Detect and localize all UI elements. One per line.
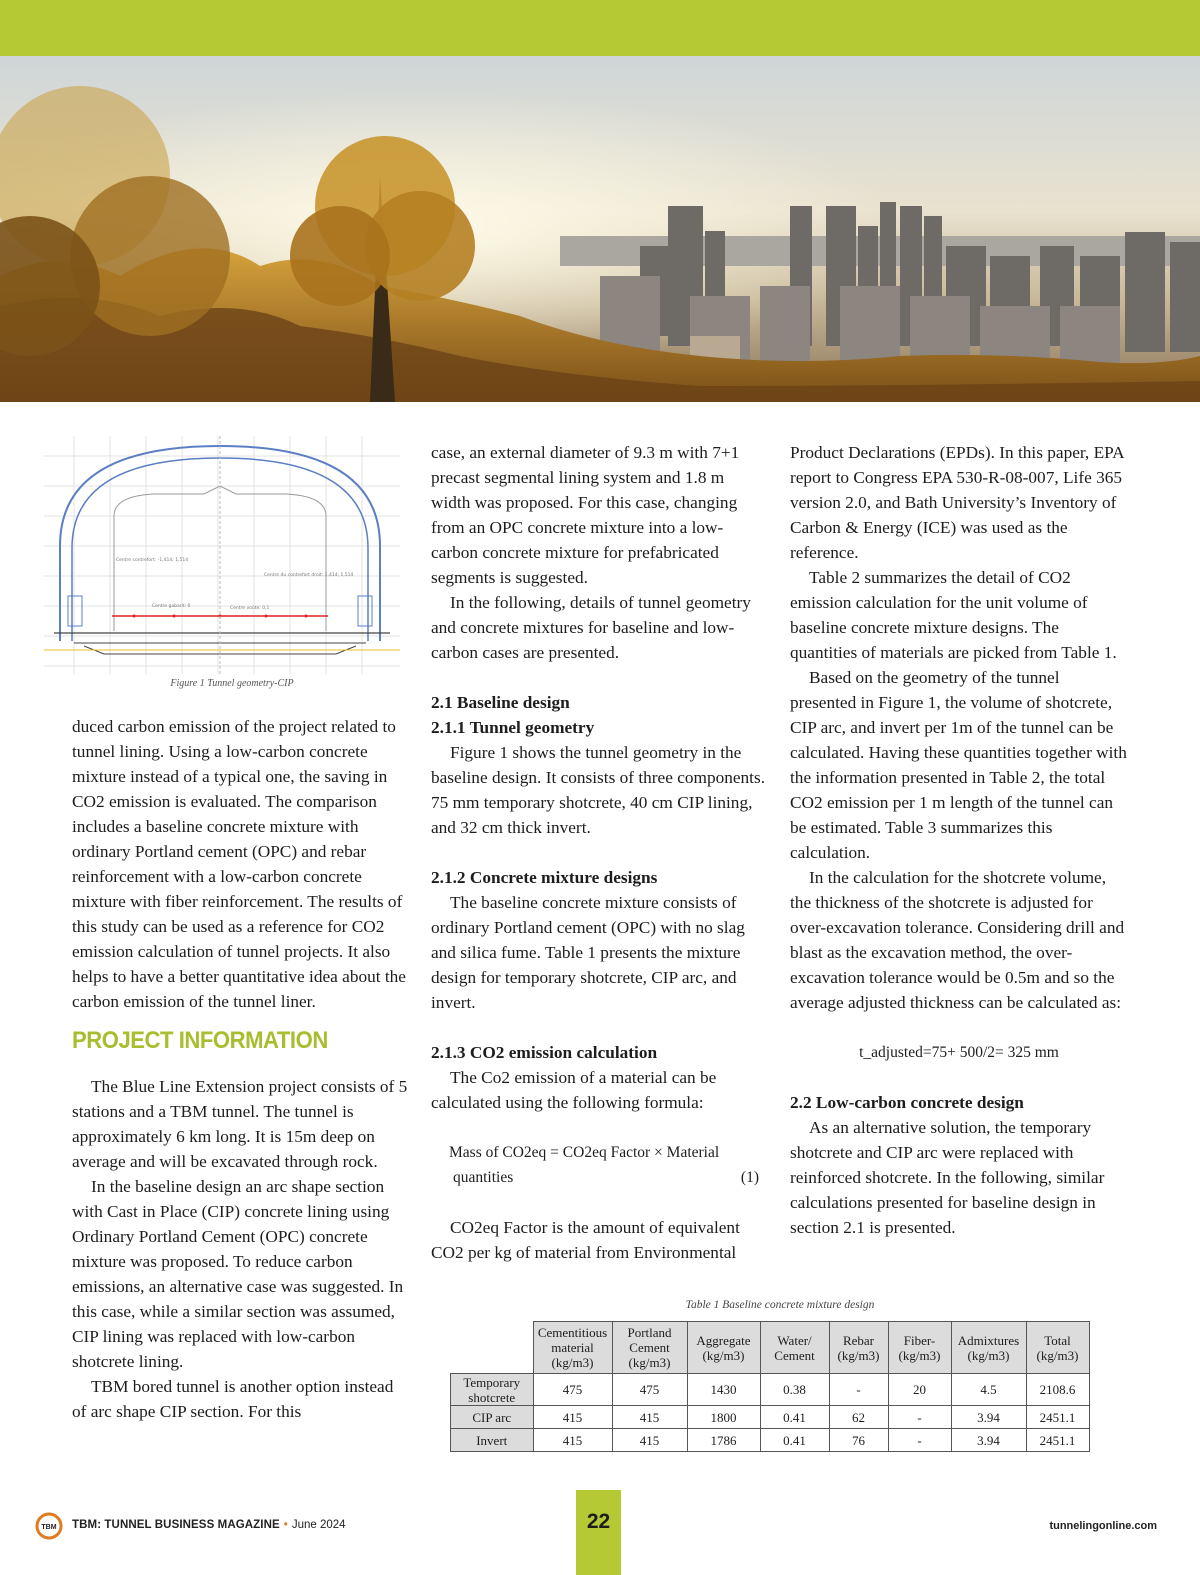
- tbm-logo: [35, 1512, 63, 1540]
- figure-tunnel-geometry: [44, 436, 400, 674]
- website-link[interactable]: tunnelingonline.com: [1049, 1520, 1157, 1532]
- table-cell: 4.5: [951, 1374, 1026, 1406]
- column-3: [790, 440, 1128, 1240]
- column-1: [72, 714, 412, 1424]
- label-centre-gabarit: Centre gabarit: 0: [152, 604, 191, 609]
- paragraph: Figure 1 shows the tunnel geometry in the baseline design. It consists of three components. 75 mm temporary shotcrete, 40 cm CIP lining, and 32 cm thick invert.: [431, 743, 766, 837]
- equation-number: (1): [740, 1169, 759, 1186]
- table-cell: 1800: [687, 1406, 760, 1429]
- paragraph: case, an external diameter of 9.3 m with 7+1 precast segmental lining system and 1.8 m width was proposed. For this case, changing from an OPC concrete mixture into a low-carbon concrete mixture for prefabricated segments is suggested.: [431, 443, 740, 587]
- column-header: Water/ Cement: [760, 1322, 829, 1374]
- column-header: Aggregate (kg/m3): [687, 1322, 760, 1374]
- table-cell: 0.41: [760, 1429, 829, 1452]
- table-cell: 415: [533, 1406, 612, 1429]
- table-cell: 1786: [687, 1429, 760, 1452]
- table-row: [451, 1374, 1090, 1406]
- tbm-logo-text: TBM: [41, 1524, 57, 1531]
- label-left-centre: Centre contrefort: -1,414; 1,514: [116, 558, 189, 563]
- table-cell: 20: [888, 1374, 951, 1406]
- column-header: Total (kg/m3): [1026, 1322, 1089, 1374]
- table-cell: 62: [829, 1406, 888, 1429]
- table-cell: 76: [829, 1429, 888, 1452]
- label-centre-voute: Centre voûte: 0,1: [230, 606, 270, 611]
- page-number-box: [576, 1490, 621, 1575]
- table-cell: 2108.6: [1026, 1374, 1089, 1406]
- column-header: Portland Cement (kg/m3): [612, 1322, 687, 1374]
- column-2: [431, 440, 767, 1265]
- column-header: Fiber- (kg/m3): [888, 1322, 951, 1374]
- table-baseline-mixture: [450, 1321, 1090, 1452]
- table-cell: 415: [533, 1429, 612, 1452]
- section-heading-project-information: PROJECT INFORMATION: [72, 1027, 328, 1054]
- table-cell: 0.41: [760, 1406, 829, 1429]
- paragraph: In the baseline design an arc shape section with Cast in Place (CIP) concrete lining using Ordinary Portland Cement (OPC) concrete mixture was proposed. To reduce carbon emissions, an alternative case was suggested. In this case, while a similar section was assumed, CIP lining was replaced with low-carbon shotcrete lining.: [72, 1177, 404, 1371]
- formula-line: quantities: [453, 1169, 514, 1186]
- table-cell: 475: [533, 1374, 612, 1406]
- paragraph: The baseline concrete mixture consists of ordinary Portland cement (OPC) with no slag and silica fume. Table 1 presents the mixture design for temporary shotcrete, CIP arc, and invert.: [431, 893, 745, 1012]
- table-cell: 475: [612, 1374, 687, 1406]
- column-header: Cementitious material (kg/m3): [533, 1322, 612, 1374]
- table-cell: 415: [612, 1429, 687, 1452]
- paragraph: duced carbon emission of the project related to tunnel lining. Using a low-carbon concrete mixture instead of a typical one, the saving in CO2 emission is evaluated. The comparison includes a baseline concrete mixture with ordinary Portland cement (OPC) and rebar reinforcement with a low-carbon concrete mixture with fiber reinforcement. The results of this study can be used as a reference for CO2 emission calculation of tunnel projects. It also helps to have a better quantitative idea about the carbon emission of the tunnel liner.: [72, 717, 406, 1011]
- paragraph: TBM bored tunnel is another option instead of arc shape CIP section. For this: [72, 1377, 394, 1421]
- table-row: [451, 1429, 1090, 1452]
- paragraph: Based on the geometry of the tunnel presented in Figure 1, the volume of shotcrete, CIP arc, and invert per 1m of the tunnel can be calculated. Having these quantities together with the information presented in Table 2, the total CO2 emission per 1 m length of the tunnel can be estimated. Table 3 summarizes this calculation.: [790, 668, 1127, 862]
- adjusted-thickness-equation: t_adjusted=75+ 500/2= 325 mm: [859, 1044, 1059, 1061]
- heading-concrete-mixture: 2.1.2 Concrete mixture designs: [431, 868, 658, 887]
- paragraph: In the following, details of tunnel geometry and concrete mixtures for baseline and low-carbon cases are presented.: [431, 593, 751, 662]
- table-cell: 1430: [687, 1374, 760, 1406]
- label-right-centre: Centre du contrefort droit: 1,414; 1,514: [264, 573, 354, 578]
- table-corner: [451, 1322, 534, 1374]
- paragraph: CO2eq Factor is the amount of equivalent CO2 per kg of material from Environmental: [431, 1218, 740, 1262]
- issue-date: June 2024: [291, 1519, 346, 1531]
- formula-line: Mass of CO2eq = CO2eq Factor × Material: [449, 1144, 720, 1161]
- paragraph: As an alternative solution, the temporary shotcrete and CIP arc were replaced with reinforced shotcrete. In the following, similar calculations presented for baseline design in section 2.1 is presented.: [790, 1118, 1105, 1237]
- table-cell: 2451.1: [1026, 1429, 1089, 1452]
- paragraph: Product Declarations (EPDs). In this paper, EPA report to Congress EPA 530-R-08-007, Life 365 version 2.0, and Bath University’s Inventory of Carbon & Energy (ICE) was used as the reference.: [790, 443, 1124, 562]
- formula-block: [431, 1140, 767, 1190]
- heading-baseline-design: 2.1 Baseline design: [431, 693, 570, 712]
- table-cell: 3.94: [951, 1429, 1026, 1452]
- table-cell: -: [829, 1374, 888, 1406]
- footer-magazine: TBM: TUNNEL BUSINESS MAGAZINE • June 2024: [72, 1519, 346, 1531]
- magazine-name: TBM: TUNNEL BUSINESS MAGAZINE: [72, 1519, 280, 1531]
- top-accent-bar: [0, 0, 1200, 56]
- column-header: Rebar (kg/m3): [829, 1322, 888, 1374]
- row-label: Invert: [451, 1429, 534, 1452]
- hero-photo-city-skyline: [0, 56, 1200, 402]
- heading-co2-calculation: 2.1.3 CO2 emission calculation: [431, 1043, 658, 1062]
- heading-low-carbon-design: 2.2 Low-carbon concrete design: [790, 1093, 1024, 1112]
- table-cell: 415: [612, 1406, 687, 1429]
- paragraph: Table 2 summarizes the detail of CO2 emission calculation for the unit volume of baseline concrete mixture designs. The quantities of materials are picked from Table 1.: [790, 568, 1117, 662]
- paragraph: The Blue Line Extension project consists of 5 stations and a TBM tunnel. The tunnel is approximately 6 km long. It is 15m deep on average and will be excavated through rock.: [72, 1077, 408, 1171]
- column-header: Admixtures (kg/m3): [951, 1322, 1026, 1374]
- table-cell: 2451.1: [1026, 1406, 1089, 1429]
- table-header-row: [451, 1322, 1090, 1374]
- heading-tunnel-geometry: 2.1.1 Tunnel geometry: [431, 718, 595, 737]
- table-cell: 3.94: [951, 1406, 1026, 1429]
- table-cell: 0.38: [760, 1374, 829, 1406]
- figure-caption: Figure 1 Tunnel geometry-CIP: [170, 678, 294, 689]
- table-cell: -: [888, 1406, 951, 1429]
- table-cell: -: [888, 1429, 951, 1452]
- paragraph: The Co2 emission of a material can be calculated using the following formula:: [431, 1068, 717, 1112]
- row-label: Temporary shotcrete: [451, 1374, 534, 1406]
- row-label: CIP arc: [451, 1406, 534, 1429]
- page-number: 22: [586, 1510, 611, 1533]
- paragraph: In the calculation for the shotcrete volume, the thickness of the shotcrete is adjusted for over-excavation tolerance. Considering drill and blast as the excavation method, the over-excavation tolerance would be 0.5m and so the average adjusted thickness can be calculated as:: [790, 868, 1125, 1012]
- table-caption: Table 1 Baseline concrete mixture design: [685, 1299, 875, 1311]
- table-row: [451, 1406, 1090, 1429]
